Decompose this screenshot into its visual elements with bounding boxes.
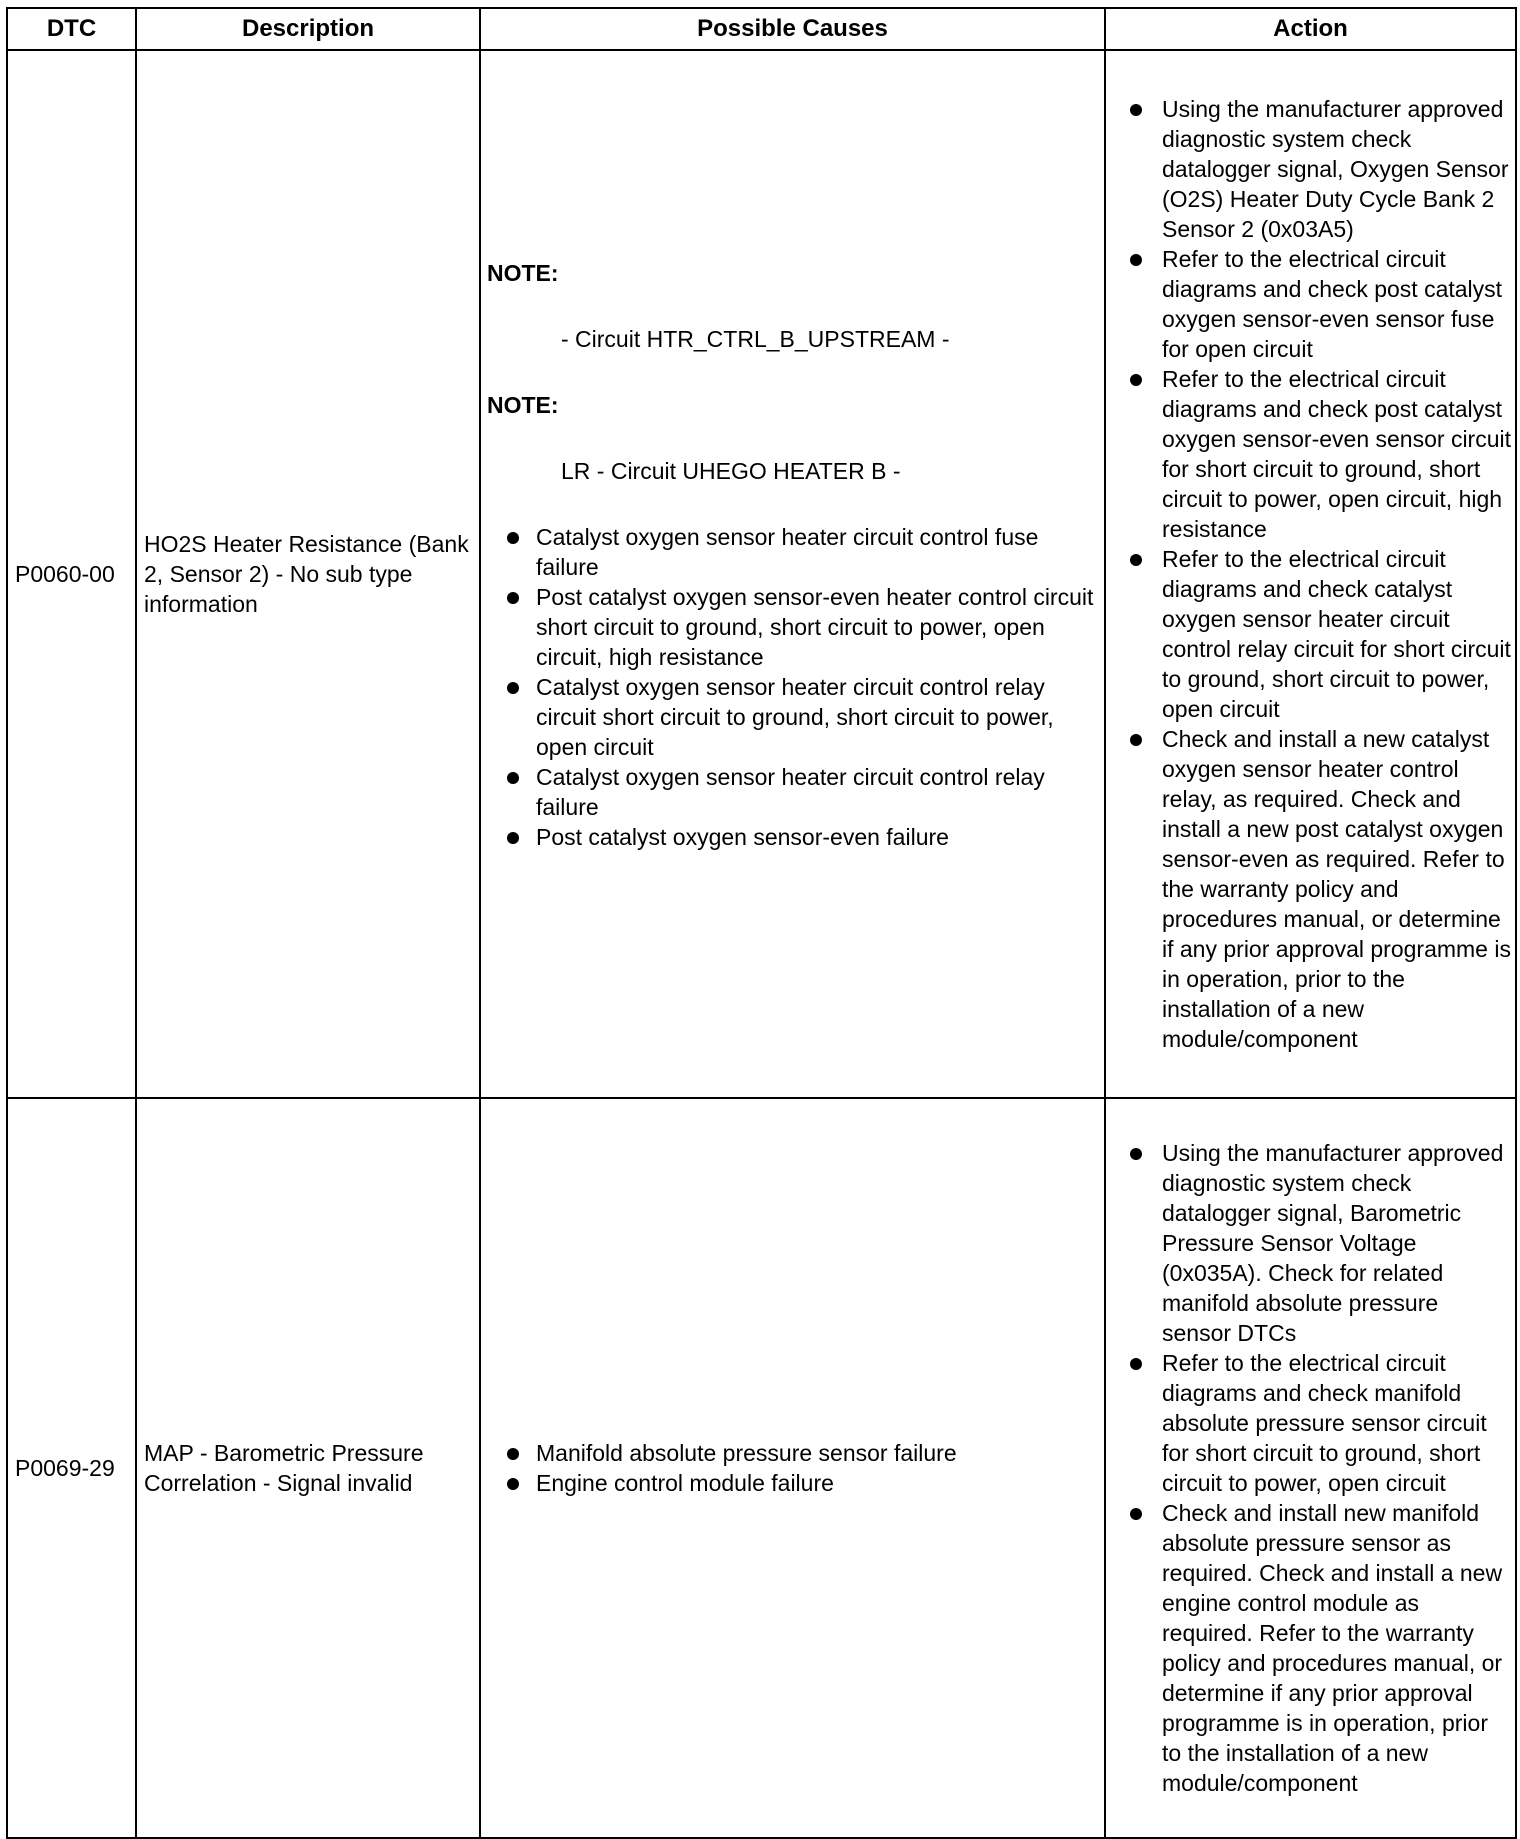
- possible-causes-cell: [480, 1098, 1105, 1838]
- actions-list: [1106, 1138, 1511, 1798]
- causes-list: [487, 1438, 1096, 1498]
- list-item: Refer to the electrical circuit diagrams and check post catalyst oxygen sensor-even sensor circuit for short circuit to ground, short circuit to power, open circuit, high resistance: [1106, 364, 1511, 544]
- list-item: Check and install new manifold absolute pressure sensor as required. Check and install a new engine control module as required. Refer to the warranty policy and procedures manual, or determine if any prior approval programme is in operation, prior to the installation of a new module/component: [1106, 1498, 1511, 1798]
- list-item: Engine control module failure: [487, 1468, 1096, 1498]
- dtc-description: MAP - Barometric Pressure Correlation - Signal invalid: [136, 1098, 480, 1838]
- dtc-description: HO2S Heater Resistance (Bank 2, Sensor 2) - No sub type information: [136, 50, 480, 1098]
- note-label: NOTE:: [487, 392, 559, 418]
- list-item: Post catalyst oxygen sensor-even heater control circuit short circuit to ground, short circuit to power, open circuit, high resistance: [487, 582, 1096, 672]
- header-dtc: DTC: [7, 8, 136, 50]
- list-item: Refer to the electrical circuit diagrams and check post catalyst oxygen sensor-even sensor fuse for open circuit: [1106, 244, 1511, 364]
- causes-list: [487, 522, 1096, 852]
- actions-list: [1106, 94, 1511, 1054]
- possible-causes-cell: [480, 50, 1105, 1098]
- dtc-table: [6, 7, 1517, 1839]
- note-label: NOTE:: [487, 260, 559, 286]
- list-item: Catalyst oxygen sensor heater circuit control relay failure: [487, 762, 1096, 822]
- action-cell: [1105, 50, 1516, 1098]
- header-description: Description: [136, 8, 480, 50]
- list-item: Catalyst oxygen sensor heater circuit control relay circuit short circuit to ground, short circuit to power, open circuit: [487, 672, 1096, 762]
- note-text: - Circuit HTR_CTRL_B_UPSTREAM -: [561, 326, 950, 352]
- header-possible-causes: Possible Causes: [480, 8, 1105, 50]
- list-item: Refer to the electrical circuit diagrams and check catalyst oxygen sensor heater circuit control relay circuit for short circuit to ground, short circuit to power, open circuit: [1106, 544, 1511, 724]
- list-item: Post catalyst oxygen sensor-even failure: [487, 822, 1096, 852]
- list-item: Using the manufacturer approved diagnostic system check datalogger signal, Barometric Pressure Sensor Voltage (0x035A). Check for related manifold absolute pressure sensor DTCs: [1106, 1138, 1511, 1348]
- list-item: Using the manufacturer approved diagnostic system check datalogger signal, Oxygen Sensor (O2S) Heater Duty Cycle Bank 2 Sensor 2 (0x03A5): [1106, 94, 1511, 244]
- list-item: Catalyst oxygen sensor heater circuit control fuse failure: [487, 522, 1096, 582]
- table-row: [7, 1098, 1516, 1838]
- table-header-row: [7, 8, 1516, 50]
- dtc-code: P0060-00: [7, 50, 136, 1098]
- dtc-code: P0069-29: [7, 1098, 136, 1838]
- list-item: Manifold absolute pressure sensor failure: [487, 1438, 1096, 1468]
- header-action: Action: [1105, 8, 1516, 50]
- list-item: Check and install a new catalyst oxygen sensor heater control relay, as required. Check and install a new post catalyst oxygen sensor-even as required. Refer to the warranty policy and procedures manual, or determine if any prior approval programme is in operation, prior to the installation of a new module/component: [1106, 724, 1511, 1054]
- list-item: Refer to the electrical circuit diagrams and check manifold absolute pressure sensor circuit for short circuit to ground, short circuit to power, open circuit: [1106, 1348, 1511, 1498]
- action-cell: [1105, 1098, 1516, 1838]
- note-text: LR - Circuit UHEGO HEATER B -: [561, 458, 901, 484]
- table-row: [7, 50, 1516, 1098]
